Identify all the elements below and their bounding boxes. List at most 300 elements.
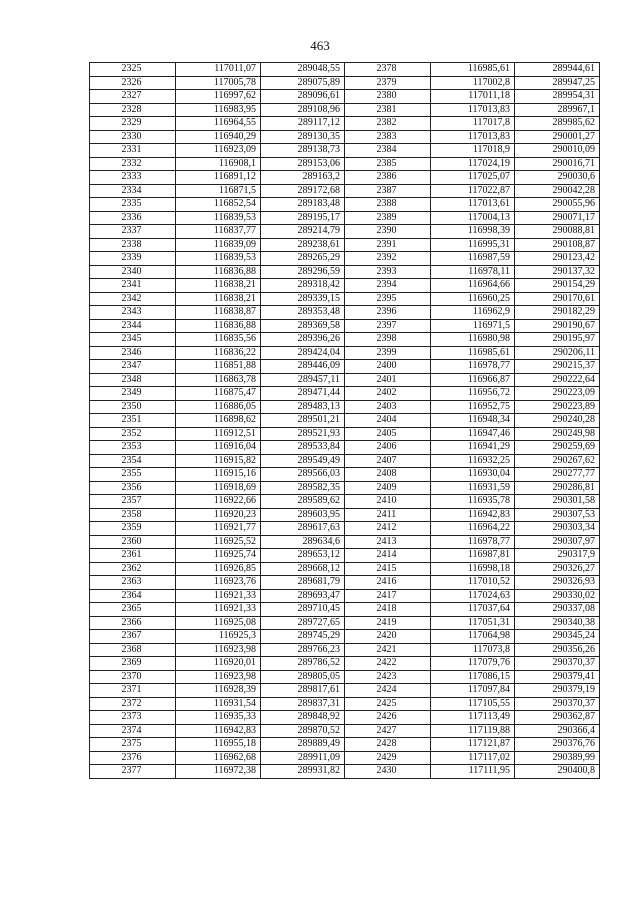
point-number-cell: 2354 (90, 454, 176, 468)
x-coordinate-cell: 117117,02 (431, 751, 515, 765)
table-row (90, 144, 600, 158)
x-coordinate-cell: 116930,04 (431, 468, 515, 482)
x-coordinate-cell: 116925,3 (176, 630, 261, 644)
y-coordinate-cell: 290345,24 (515, 630, 600, 644)
y-coordinate-cell: 290249,98 (515, 427, 600, 441)
point-number-cell: 2399 (345, 346, 431, 360)
point-number-cell: 2391 (345, 238, 431, 252)
x-coordinate-cell: 116987,59 (431, 252, 515, 266)
x-coordinate-cell: 116925,74 (176, 549, 261, 563)
x-coordinate-cell: 117013,61 (431, 198, 515, 212)
point-number-cell: 2393 (345, 265, 431, 279)
point-number-cell: 2327 (90, 90, 176, 104)
point-number-cell: 2401 (345, 373, 431, 387)
point-number-cell: 2389 (345, 211, 431, 225)
point-number-cell: 2331 (90, 144, 176, 158)
table-row (90, 333, 600, 347)
y-coordinate-cell: 289339,15 (261, 292, 345, 306)
y-coordinate-cell: 289947,25 (515, 76, 600, 90)
x-coordinate-cell: 117064,98 (431, 630, 515, 644)
x-coordinate-cell: 116921,33 (176, 603, 261, 617)
table-row (90, 252, 600, 266)
x-coordinate-cell: 117079,76 (431, 657, 515, 671)
y-coordinate-cell: 290277,77 (515, 468, 600, 482)
point-number-cell: 2347 (90, 360, 176, 374)
point-number-cell: 2335 (90, 198, 176, 212)
point-number-cell: 2407 (345, 454, 431, 468)
point-number-cell: 2372 (90, 697, 176, 711)
point-number-cell: 2385 (345, 157, 431, 171)
y-coordinate-cell: 289668,12 (261, 562, 345, 576)
point-number-cell: 2350 (90, 400, 176, 414)
table-row (90, 198, 600, 212)
x-coordinate-cell: 116908,1 (176, 157, 261, 171)
y-coordinate-cell: 289693,47 (261, 589, 345, 603)
x-coordinate-cell: 116931,59 (431, 481, 515, 495)
x-coordinate-cell: 116978,11 (431, 265, 515, 279)
x-coordinate-cell: 116964,22 (431, 522, 515, 536)
y-coordinate-cell: 289424,04 (261, 346, 345, 360)
x-coordinate-cell: 117018,9 (431, 144, 515, 158)
table-row (90, 535, 600, 549)
y-coordinate-cell: 289533,84 (261, 441, 345, 455)
y-coordinate-cell: 290016,71 (515, 157, 600, 171)
point-number-cell: 2362 (90, 562, 176, 576)
point-number-cell: 2353 (90, 441, 176, 455)
y-coordinate-cell: 289396,26 (261, 333, 345, 347)
y-coordinate-cell: 290370,37 (515, 657, 600, 671)
point-number-cell: 2381 (345, 103, 431, 117)
point-number-cell: 2334 (90, 184, 176, 198)
x-coordinate-cell: 116898,62 (176, 414, 261, 428)
x-coordinate-cell: 116839,53 (176, 252, 261, 266)
y-coordinate-cell: 289108,96 (261, 103, 345, 117)
x-coordinate-cell: 116886,05 (176, 400, 261, 414)
x-coordinate-cell: 116932,25 (431, 454, 515, 468)
point-number-cell: 2364 (90, 589, 176, 603)
x-coordinate-cell: 116923,98 (176, 670, 261, 684)
point-number-cell: 2421 (345, 643, 431, 657)
y-coordinate-cell: 290170,61 (515, 292, 600, 306)
point-number-cell: 2422 (345, 657, 431, 671)
x-coordinate-cell: 116942,83 (176, 724, 261, 738)
table-row (90, 643, 600, 657)
point-number-cell: 2345 (90, 333, 176, 347)
point-number-cell: 2361 (90, 549, 176, 563)
x-coordinate-cell: 116926,85 (176, 562, 261, 576)
y-coordinate-cell: 289944,61 (515, 63, 600, 77)
x-coordinate-cell: 117073,8 (431, 643, 515, 657)
table-row (90, 454, 600, 468)
point-number-cell: 2371 (90, 684, 176, 698)
y-coordinate-cell: 289985,62 (515, 117, 600, 131)
y-coordinate-cell: 289096,61 (261, 90, 345, 104)
y-coordinate-cell: 289766,23 (261, 643, 345, 657)
x-coordinate-cell: 116837,77 (176, 225, 261, 239)
point-number-cell: 2330 (90, 130, 176, 144)
table-row (90, 400, 600, 414)
point-number-cell: 2402 (345, 387, 431, 401)
x-coordinate-cell: 116836,88 (176, 265, 261, 279)
x-coordinate-cell: 117005,78 (176, 76, 261, 90)
x-coordinate-cell: 117037,64 (431, 603, 515, 617)
y-coordinate-cell: 289889,49 (261, 738, 345, 752)
x-coordinate-cell: 116838,21 (176, 279, 261, 293)
point-number-cell: 2375 (90, 738, 176, 752)
point-number-cell: 2390 (345, 225, 431, 239)
x-coordinate-cell: 116998,39 (431, 225, 515, 239)
y-coordinate-cell: 289617,63 (261, 522, 345, 536)
x-coordinate-cell: 116836,88 (176, 319, 261, 333)
x-coordinate-cell: 116955,18 (176, 738, 261, 752)
table-row (90, 157, 600, 171)
point-number-cell: 2416 (345, 576, 431, 590)
x-coordinate-cell: 116978,77 (431, 360, 515, 374)
x-coordinate-cell: 116983,95 (176, 103, 261, 117)
y-coordinate-cell: 290303,34 (515, 522, 600, 536)
x-coordinate-cell: 116921,33 (176, 589, 261, 603)
x-coordinate-cell: 116985,61 (431, 346, 515, 360)
x-coordinate-cell: 116851,88 (176, 360, 261, 374)
point-number-cell: 2355 (90, 468, 176, 482)
table-row (90, 549, 600, 563)
y-coordinate-cell: 289521,93 (261, 427, 345, 441)
x-coordinate-cell: 116952,75 (431, 400, 515, 414)
x-coordinate-cell: 116985,61 (431, 63, 515, 77)
y-coordinate-cell: 289931,82 (261, 765, 345, 779)
point-number-cell: 2337 (90, 225, 176, 239)
y-coordinate-cell: 289163,2 (261, 171, 345, 185)
y-coordinate-cell: 289471,44 (261, 387, 345, 401)
y-coordinate-cell: 290376,76 (515, 738, 600, 752)
table-row (90, 373, 600, 387)
y-coordinate-cell: 289265,29 (261, 252, 345, 266)
point-number-cell: 2400 (345, 360, 431, 374)
table-row (90, 427, 600, 441)
table-row (90, 292, 600, 306)
point-number-cell: 2405 (345, 427, 431, 441)
y-coordinate-cell: 289817,61 (261, 684, 345, 698)
table-row (90, 711, 600, 725)
table-row (90, 238, 600, 252)
table-row (90, 117, 600, 131)
x-coordinate-cell: 116980,98 (431, 333, 515, 347)
point-number-cell: 2414 (345, 549, 431, 563)
y-coordinate-cell: 289786,52 (261, 657, 345, 671)
table-row (90, 751, 600, 765)
y-coordinate-cell: 290337,08 (515, 603, 600, 617)
point-number-cell: 2343 (90, 306, 176, 320)
table-row (90, 319, 600, 333)
point-number-cell: 2384 (345, 144, 431, 158)
y-coordinate-cell: 290190,67 (515, 319, 600, 333)
y-coordinate-cell: 289483,13 (261, 400, 345, 414)
table-row (90, 724, 600, 738)
point-number-cell: 2382 (345, 117, 431, 131)
table-row (90, 279, 600, 293)
x-coordinate-cell: 117025,07 (431, 171, 515, 185)
y-coordinate-cell: 289954,31 (515, 90, 600, 104)
y-coordinate-cell: 289727,65 (261, 616, 345, 630)
x-coordinate-cell: 116915,82 (176, 454, 261, 468)
x-coordinate-cell: 116891,12 (176, 171, 261, 185)
point-number-cell: 2342 (90, 292, 176, 306)
x-coordinate-cell: 116942,83 (431, 508, 515, 522)
x-coordinate-cell: 116964,55 (176, 117, 261, 131)
y-coordinate-cell: 290362,87 (515, 711, 600, 725)
point-number-cell: 2365 (90, 603, 176, 617)
x-coordinate-cell: 116915,16 (176, 468, 261, 482)
table-row (90, 576, 600, 590)
y-coordinate-cell: 290286,81 (515, 481, 600, 495)
point-number-cell: 2413 (345, 535, 431, 549)
x-coordinate-cell: 116964,66 (431, 279, 515, 293)
x-coordinate-cell: 116918,69 (176, 481, 261, 495)
y-coordinate-cell: 289911,09 (261, 751, 345, 765)
point-number-cell: 2392 (345, 252, 431, 266)
x-coordinate-cell: 117121,87 (431, 738, 515, 752)
x-coordinate-cell: 116978,77 (431, 535, 515, 549)
x-coordinate-cell: 116956,72 (431, 387, 515, 401)
point-number-cell: 2394 (345, 279, 431, 293)
y-coordinate-cell: 290307,97 (515, 535, 600, 549)
point-number-cell: 2341 (90, 279, 176, 293)
point-number-cell: 2349 (90, 387, 176, 401)
table-row (90, 103, 600, 117)
table-row (90, 589, 600, 603)
point-number-cell: 2425 (345, 697, 431, 711)
point-number-cell: 2429 (345, 751, 431, 765)
y-coordinate-cell: 290001,27 (515, 130, 600, 144)
y-coordinate-cell: 289183,48 (261, 198, 345, 212)
y-coordinate-cell: 289172,68 (261, 184, 345, 198)
y-coordinate-cell: 290010,09 (515, 144, 600, 158)
point-number-cell: 2386 (345, 171, 431, 185)
coordinates-table-body (90, 63, 600, 779)
point-number-cell: 2396 (345, 306, 431, 320)
y-coordinate-cell: 289214,79 (261, 225, 345, 239)
y-coordinate-cell: 289296,59 (261, 265, 345, 279)
x-coordinate-cell: 116998,18 (431, 562, 515, 576)
x-coordinate-cell: 117002,8 (431, 76, 515, 90)
table-row (90, 508, 600, 522)
y-coordinate-cell: 289589,62 (261, 495, 345, 509)
table-row (90, 184, 600, 198)
point-number-cell: 2415 (345, 562, 431, 576)
x-coordinate-cell: 117086,15 (431, 670, 515, 684)
y-coordinate-cell: 289501,21 (261, 414, 345, 428)
y-coordinate-cell: 289566,03 (261, 468, 345, 482)
point-number-cell: 2378 (345, 63, 431, 77)
point-number-cell: 2346 (90, 346, 176, 360)
table-row (90, 76, 600, 90)
y-coordinate-cell: 290389,99 (515, 751, 600, 765)
x-coordinate-cell: 117013,83 (431, 130, 515, 144)
x-coordinate-cell: 117024,63 (431, 589, 515, 603)
x-coordinate-cell: 117024,19 (431, 157, 515, 171)
point-number-cell: 2357 (90, 495, 176, 509)
y-coordinate-cell: 289075,89 (261, 76, 345, 90)
y-coordinate-cell: 289153,06 (261, 157, 345, 171)
y-coordinate-cell: 290123,42 (515, 252, 600, 266)
y-coordinate-cell: 289967,1 (515, 103, 600, 117)
y-coordinate-cell: 289238,61 (261, 238, 345, 252)
x-coordinate-cell: 117111,95 (431, 765, 515, 779)
y-coordinate-cell: 290379,19 (515, 684, 600, 698)
point-number-cell: 2398 (345, 333, 431, 347)
x-coordinate-cell: 116987,81 (431, 549, 515, 563)
x-coordinate-cell: 116912,51 (176, 427, 261, 441)
point-number-cell: 2420 (345, 630, 431, 644)
x-coordinate-cell: 117017,8 (431, 117, 515, 131)
y-coordinate-cell: 289681,79 (261, 576, 345, 590)
point-number-cell: 2328 (90, 103, 176, 117)
point-number-cell: 2411 (345, 508, 431, 522)
y-coordinate-cell: 289837,31 (261, 697, 345, 711)
x-coordinate-cell: 116920,23 (176, 508, 261, 522)
table-row (90, 481, 600, 495)
x-coordinate-cell: 116972,38 (176, 765, 261, 779)
x-coordinate-cell: 116839,53 (176, 211, 261, 225)
y-coordinate-cell: 289745,29 (261, 630, 345, 644)
y-coordinate-cell: 290088,81 (515, 225, 600, 239)
point-number-cell: 2380 (345, 90, 431, 104)
x-coordinate-cell: 117013,83 (431, 103, 515, 117)
x-coordinate-cell: 117022,87 (431, 184, 515, 198)
table-row (90, 130, 600, 144)
y-coordinate-cell: 289582,35 (261, 481, 345, 495)
point-number-cell: 2417 (345, 589, 431, 603)
x-coordinate-cell: 117010,52 (431, 576, 515, 590)
y-coordinate-cell: 290182,29 (515, 306, 600, 320)
x-coordinate-cell: 116839,09 (176, 238, 261, 252)
x-coordinate-cell: 117113,49 (431, 711, 515, 725)
y-coordinate-cell: 290379,41 (515, 670, 600, 684)
table-row (90, 468, 600, 482)
point-number-cell: 2412 (345, 522, 431, 536)
y-coordinate-cell: 290215,37 (515, 360, 600, 374)
point-number-cell: 2404 (345, 414, 431, 428)
y-coordinate-cell: 290326,27 (515, 562, 600, 576)
y-coordinate-cell: 290326,93 (515, 576, 600, 590)
point-number-cell: 2366 (90, 616, 176, 630)
y-coordinate-cell: 289653,12 (261, 549, 345, 563)
point-number-cell: 2329 (90, 117, 176, 131)
table-row (90, 670, 600, 684)
table-row (90, 616, 600, 630)
point-number-cell: 2409 (345, 481, 431, 495)
point-number-cell: 2360 (90, 535, 176, 549)
x-coordinate-cell: 117004,13 (431, 211, 515, 225)
table-row (90, 603, 600, 617)
y-coordinate-cell: 289710,45 (261, 603, 345, 617)
y-coordinate-cell: 290240,28 (515, 414, 600, 428)
point-number-cell: 2423 (345, 670, 431, 684)
x-coordinate-cell: 116921,77 (176, 522, 261, 536)
x-coordinate-cell: 116922,66 (176, 495, 261, 509)
y-coordinate-cell: 289369,58 (261, 319, 345, 333)
x-coordinate-cell: 117097,84 (431, 684, 515, 698)
y-coordinate-cell: 289117,12 (261, 117, 345, 131)
point-number-cell: 2325 (90, 63, 176, 77)
point-number-cell: 2397 (345, 319, 431, 333)
y-coordinate-cell: 290223,89 (515, 400, 600, 414)
point-number-cell: 2418 (345, 603, 431, 617)
y-coordinate-cell: 289549,49 (261, 454, 345, 468)
x-coordinate-cell: 116928,39 (176, 684, 261, 698)
coordinates-table (89, 62, 600, 779)
x-coordinate-cell: 116863,78 (176, 373, 261, 387)
y-coordinate-cell: 290366,4 (515, 724, 600, 738)
y-coordinate-cell: 290400,8 (515, 765, 600, 779)
y-coordinate-cell: 290340,38 (515, 616, 600, 630)
y-coordinate-cell: 289634,6 (261, 535, 345, 549)
y-coordinate-cell: 289048,55 (261, 63, 345, 77)
point-number-cell: 2410 (345, 495, 431, 509)
y-coordinate-cell: 290137,32 (515, 265, 600, 279)
table-row (90, 630, 600, 644)
point-number-cell: 2424 (345, 684, 431, 698)
table-row (90, 562, 600, 576)
point-number-cell: 2339 (90, 252, 176, 266)
table-row (90, 684, 600, 698)
table-row (90, 346, 600, 360)
x-coordinate-cell: 116838,21 (176, 292, 261, 306)
x-coordinate-cell: 116948,34 (431, 414, 515, 428)
y-coordinate-cell: 290330,02 (515, 589, 600, 603)
y-coordinate-cell: 290317,9 (515, 549, 600, 563)
x-coordinate-cell: 116835,56 (176, 333, 261, 347)
y-coordinate-cell: 289318,42 (261, 279, 345, 293)
point-number-cell: 2351 (90, 414, 176, 428)
y-coordinate-cell: 289195,17 (261, 211, 345, 225)
table-row (90, 211, 600, 225)
point-number-cell: 2403 (345, 400, 431, 414)
y-coordinate-cell: 290042,28 (515, 184, 600, 198)
x-coordinate-cell: 116962,68 (176, 751, 261, 765)
x-coordinate-cell: 116971,5 (431, 319, 515, 333)
x-coordinate-cell: 116941,29 (431, 441, 515, 455)
table-row (90, 522, 600, 536)
x-coordinate-cell: 117011,18 (431, 90, 515, 104)
table-row (90, 306, 600, 320)
x-coordinate-cell: 116947,46 (431, 427, 515, 441)
x-coordinate-cell: 117119,88 (431, 724, 515, 738)
point-number-cell: 2332 (90, 157, 176, 171)
x-coordinate-cell: 116916,04 (176, 441, 261, 455)
x-coordinate-cell: 116925,52 (176, 535, 261, 549)
point-number-cell: 2395 (345, 292, 431, 306)
y-coordinate-cell: 290307,53 (515, 508, 600, 522)
point-number-cell: 2408 (345, 468, 431, 482)
table-row (90, 414, 600, 428)
point-number-cell: 2427 (345, 724, 431, 738)
y-coordinate-cell: 289457,11 (261, 373, 345, 387)
y-coordinate-cell: 289446,09 (261, 360, 345, 374)
x-coordinate-cell: 116920,01 (176, 657, 261, 671)
x-coordinate-cell: 116838,87 (176, 306, 261, 320)
point-number-cell: 2419 (345, 616, 431, 630)
point-number-cell: 2359 (90, 522, 176, 536)
table-row (90, 387, 600, 401)
point-number-cell: 2333 (90, 171, 176, 185)
x-coordinate-cell: 116931,54 (176, 697, 261, 711)
y-coordinate-cell: 289138,73 (261, 144, 345, 158)
y-coordinate-cell: 290259,69 (515, 441, 600, 455)
point-number-cell: 2426 (345, 711, 431, 725)
x-coordinate-cell: 117105,55 (431, 697, 515, 711)
point-number-cell: 2430 (345, 765, 431, 779)
